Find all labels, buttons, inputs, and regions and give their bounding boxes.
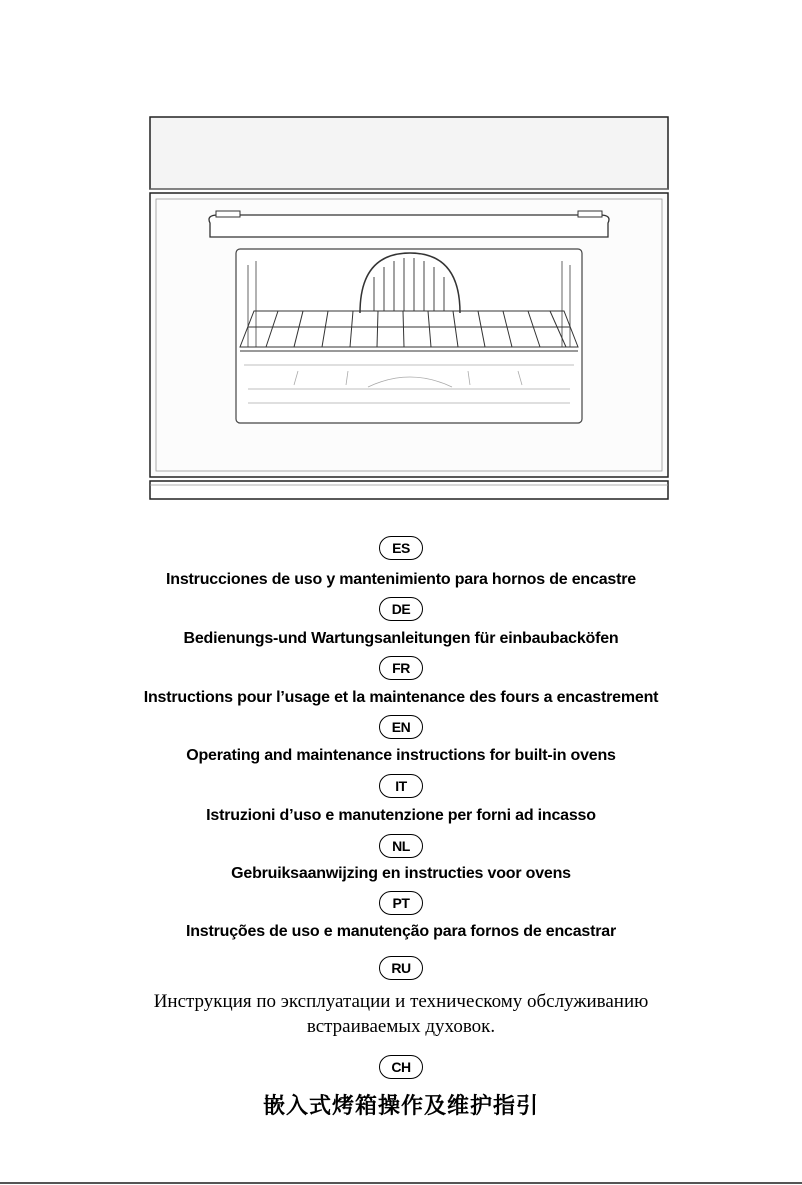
bottom-rule: [0, 1182, 802, 1184]
title-it: Istruzioni d’uso e manutenzione per forni ad incasso: [206, 807, 596, 824]
oven-handle: [209, 215, 609, 237]
title-ru-line2: встраиваемых духовок.: [306, 1016, 496, 1037]
language-badge-it: IT: [379, 774, 423, 798]
language-badge-pt: PT: [379, 891, 423, 915]
title-nl: Gebruiksaanwijzing en instructies voor ovens: [231, 865, 571, 882]
oven-window: [236, 249, 582, 423]
language-badge-de: DE: [379, 597, 423, 621]
language-badge-fr: FR: [379, 656, 423, 680]
title-de: Bedienungs-und Wartungsanleitungen für einbaubacköfen: [183, 630, 619, 647]
title-ch: 嵌入式烤箱操作及维护指引: [262, 1094, 539, 1119]
language-badge-ru: RU: [379, 956, 423, 980]
oven-bottom-trim: [150, 481, 668, 499]
oven-control-panel: [150, 117, 668, 189]
title-en: Operating and maintenance instructions for built-in ovens: [186, 747, 616, 764]
title-pt: Instruções de uso e manutenção para fornos de encastrar: [185, 923, 617, 940]
language-badge-en: EN: [379, 715, 423, 739]
title-es: Instrucciones de uso y mantenimiento para hornos de encastre: [166, 571, 636, 588]
title-fr: Instructions pour l’usage et la maintenance des fours a encastrement: [143, 689, 659, 706]
title-ru-line1: Инструкция по эксплуатации и техническому обслуживанию: [153, 991, 649, 1012]
language-badge-es: ES: [379, 536, 423, 560]
language-badge-ch: CH: [379, 1055, 423, 1079]
language-badge-nl: NL: [379, 834, 423, 858]
oven-illustration: [148, 115, 670, 503]
